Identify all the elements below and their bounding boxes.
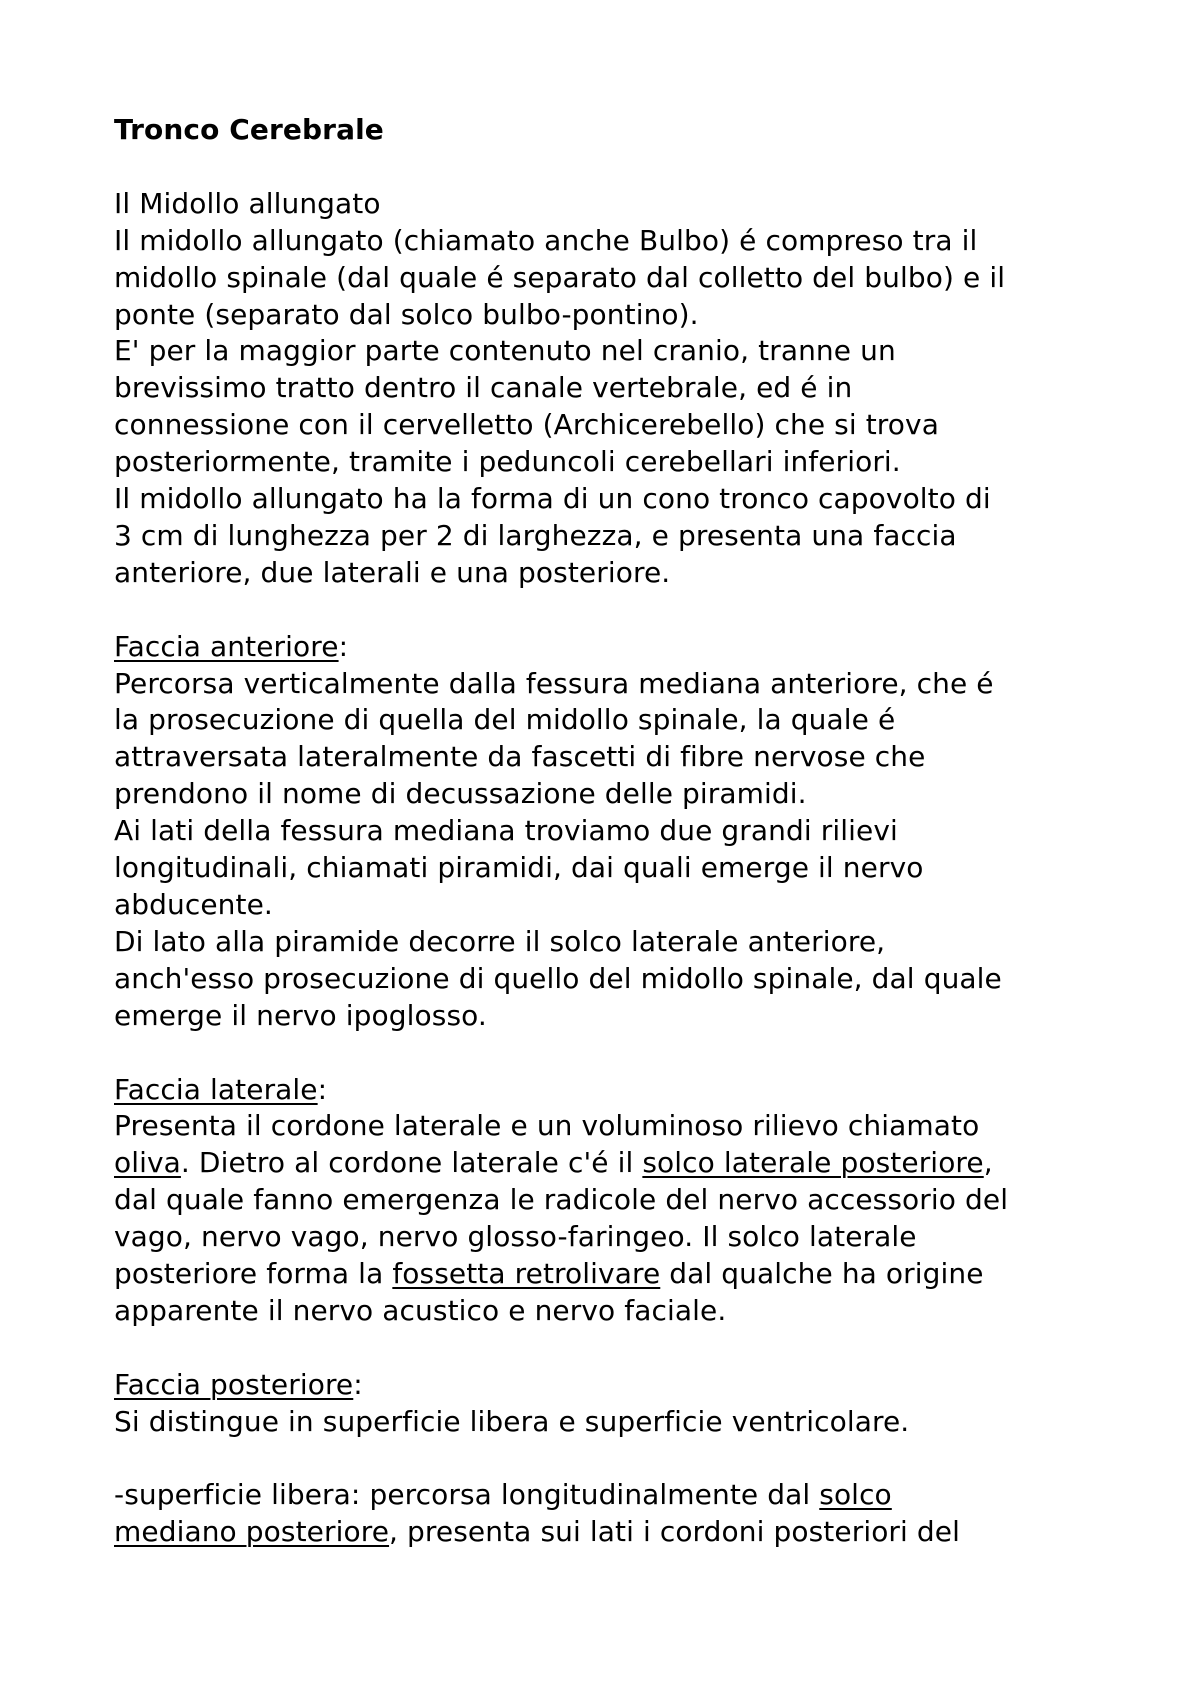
blank-line	[114, 1330, 1094, 1367]
text-line	[114, 702, 1094, 739]
document-page	[114, 112, 1094, 1551]
blank-line	[114, 1441, 1094, 1478]
text-run: :	[353, 1367, 363, 1401]
text-run: brevissimo tratto dentro il canale vertebrale, ed é in	[114, 371, 853, 405]
section-heading	[114, 186, 1094, 223]
text-line	[114, 1219, 1094, 1256]
text-line	[114, 998, 1094, 1035]
document-title: Tronco Cerebrale	[114, 113, 384, 146]
text-run: connessione con il cervelletto (Archicerebello) che si trova	[114, 408, 939, 442]
text-line	[114, 1182, 1094, 1219]
text-line	[114, 1108, 1094, 1145]
text-line	[114, 961, 1094, 998]
text-line	[114, 887, 1094, 924]
text-run: posteriormente, tramite i peduncoli cerebellari inferiori.	[114, 445, 901, 479]
text-line	[114, 813, 1094, 850]
text-run: posteriore forma la	[114, 1257, 393, 1291]
text-run: Percorsa verticalmente dalla fessura mediana anteriore, che é	[114, 666, 994, 700]
text-line	[114, 333, 1094, 370]
text-run: apparente il nervo acustico e nervo faciale.	[114, 1293, 727, 1327]
text-run: E' per la maggior parte contenuto nel cranio, tranne un	[114, 334, 896, 368]
text-run: la prosecuzione di quella del midollo spinale, la quale é	[114, 703, 896, 737]
text-run: vago, nervo vago, nervo glosso-faringeo. Il solco laterale	[114, 1220, 917, 1254]
underlined-text: Faccia anteriore	[114, 629, 339, 663]
text-run: Presenta il cordone laterale e un voluminoso rilievo chiamato	[114, 1109, 980, 1143]
underlined-text: solco laterale posteriore	[642, 1146, 984, 1180]
text-run: dal qualche ha origine	[660, 1257, 984, 1291]
text-line	[114, 370, 1094, 407]
text-run: ,	[983, 1146, 993, 1180]
blank-line	[114, 592, 1094, 629]
text-run: anch'esso prosecuzione di quello del midollo spinale, dal quale	[114, 961, 1002, 995]
text-run: :	[317, 1072, 328, 1106]
text-line	[114, 1293, 1094, 1330]
text-run: midollo spinale (dal quale é separato dal colletto del bulbo) e il	[114, 260, 1006, 294]
underlined-text: oliva	[114, 1146, 181, 1180]
text-run: Di lato alla piramide decorre il solco laterale anteriore,	[114, 924, 886, 958]
blank-line	[114, 149, 1094, 186]
text-run: emerge il nervo ipoglosso.	[114, 998, 487, 1032]
text-run: anteriore, due laterali e una posteriore.	[114, 555, 671, 589]
text-line	[114, 297, 1094, 334]
text-run: prendono il nome di decussazione delle piramidi.	[114, 777, 807, 811]
text-line	[114, 1404, 1094, 1441]
text-line	[114, 444, 1094, 481]
text-run: abducente.	[114, 888, 273, 921]
text-line	[114, 481, 1094, 518]
blank-line	[114, 1035, 1094, 1072]
section-heading-faccia-laterale	[114, 1072, 1094, 1109]
text-run: ponte (separato dal solco bulbo-pontino).	[114, 297, 699, 331]
text-run: . Dietro al cordone laterale c'é il	[180, 1146, 643, 1180]
text-run: Il midollo allungato (chiamato anche Bulbo) é compreso tra il	[114, 223, 978, 257]
text-run: :	[338, 629, 349, 663]
text-line	[114, 1256, 1094, 1293]
text-run: Ai lati della fessura mediana troviamo due grandi rilievi	[114, 814, 898, 848]
underlined-text: Faccia posteriore	[114, 1367, 354, 1401]
text-line	[114, 739, 1094, 776]
text-line	[114, 776, 1094, 813]
text-line	[114, 1145, 1094, 1182]
text-run: attraversata lateralmente da fascetti di fibre nervose che	[114, 740, 926, 774]
underlined-text: solco	[819, 1478, 892, 1512]
text-line	[114, 1514, 1094, 1551]
text-run: 3 cm di lunghezza per 2 di larghezza, e presenta una faccia	[114, 518, 957, 552]
text-run: -superficie libera: percorsa longitudinalmente dal	[114, 1478, 820, 1512]
text-run: Si distingue in superficie libera e superficie ventricolare.	[114, 1404, 910, 1438]
underlined-text: mediano posteriore	[114, 1515, 390, 1549]
underlined-text: Faccia laterale	[114, 1072, 318, 1106]
text-line	[114, 924, 1094, 961]
text-line	[114, 555, 1094, 592]
text-line	[114, 518, 1094, 555]
text-run: , presenta sui lati i cordoni posteriori del	[389, 1515, 960, 1549]
section-heading-faccia-posteriore	[114, 1367, 1094, 1404]
text-line	[114, 1477, 1094, 1514]
text-run: longitudinali, chiamati piramidi, dai quali emerge il nervo	[114, 851, 924, 885]
text-line	[114, 223, 1094, 260]
text-line	[114, 666, 1094, 703]
text-run: dal quale fanno emergenza le radicole del nervo accessorio del	[114, 1183, 1009, 1217]
underlined-text: fossetta retrolivare	[392, 1257, 661, 1291]
text-line	[114, 850, 1094, 887]
section-heading-faccia-anteriore	[114, 629, 1094, 666]
text-line	[114, 260, 1094, 297]
text-run: Il Midollo allungato	[114, 186, 381, 220]
text-line	[114, 407, 1094, 444]
text-run: Il midollo allungato ha la forma di un cono tronco capovolto di	[114, 482, 991, 516]
